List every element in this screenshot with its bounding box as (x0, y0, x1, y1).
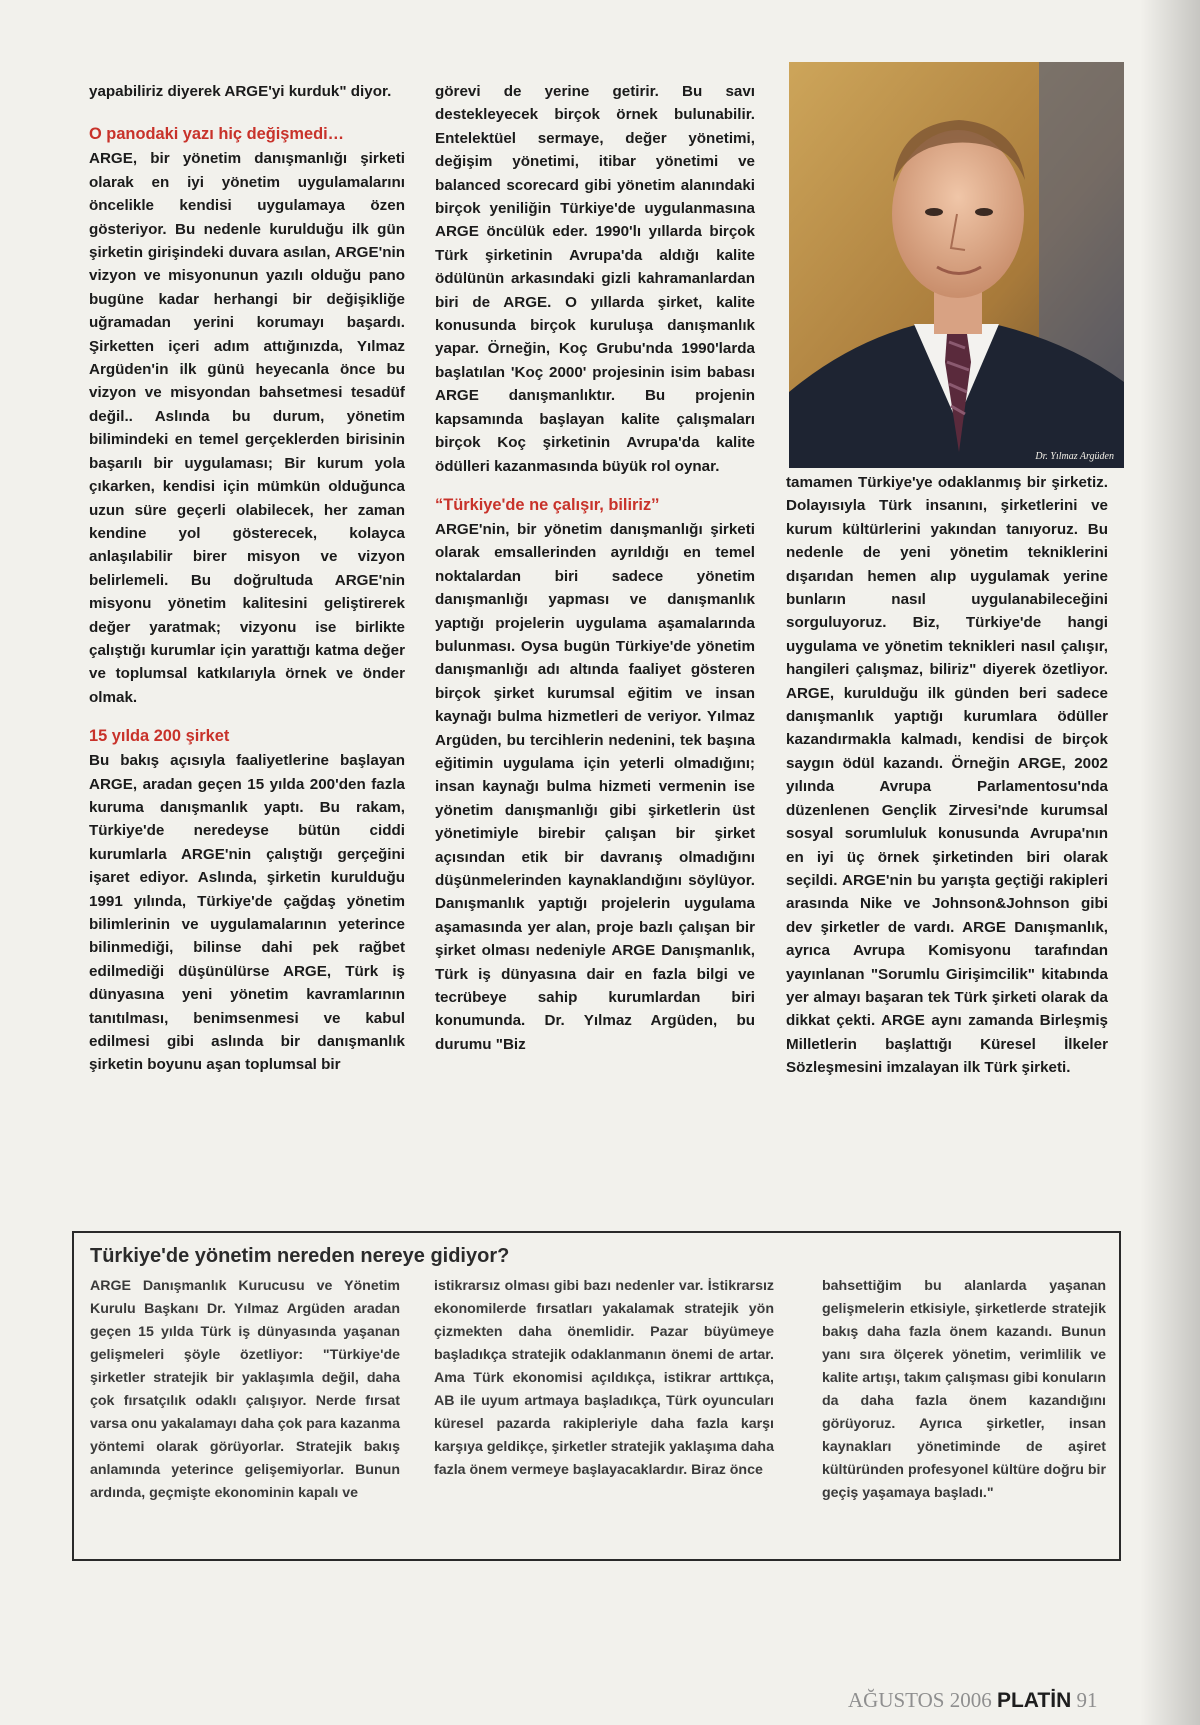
article-column-3 (786, 471, 1108, 1080)
article-column-2 (435, 80, 755, 1056)
magazine-name: PLATİN (996, 1689, 1072, 1712)
page-footer (848, 1688, 1098, 1713)
sidebar-box-column-1: ARGE Danışmanlık Kurucusu ve Yönetim Kurulu Başkanı Dr. Yılmaz Argüden aradan geçen 15 yılda Türk iş dünyasında yaşanan gelişmeleri şöyle özetliyor: "Türkiye'de şirketler stratejik bir yaklaşımla değil, daha çok fırsatçılık odaklı çalışıyor. Nerde fırsat varsa onu yakalamayı daha çok para kazanma yöntemi olarak görüyorlar. Stratejik bakış anlamında yeterince gelişemiyorlar. Bunun ardında, geçmişte ekonominin kapalı ve (90, 1278, 400, 1501)
section-heading-turkiye: “Türkiye'de ne çalışır, bilirizˮ (435, 495, 660, 514)
paragraph-pano: ARGE, bir yönetim danışmanlığı şirketi olarak en iyi yönetim uygulamalarını öncelikle kendisi uygulamaya özen gösteriyor. Bu nedenle kurulduğu ilk gün şirketin girişindeki duvara asılan, ARGE'nin vizyon ve misyonunun yazılı olduğu pano bugüne kadar herhangi bir değişikliğe uğramadan yerini korumayı başardı. Şirketten içeri adım attığınızda, Yılmaz Argüden'in ilk günü heyecanla önce bu vizyon ve misyondan bahsetmesi tesadüf değil.. Aslında bu durum, yönetim bilimindeki en temel gerçeklerden birisinin başarılı bir uygulaması; Bir kurum yola çıkarken, kendisi için mümkün olduğunca uzun süre geçerli olabilecek, her zaman kendine yol gösterecek, kolayca anlaşılabilir birer misyon ve vizyon belirlemeli. Bu doğrultuda ARGE'nin misyonu yönetim kalitesini geliştirerek değer yaratmak; vizyonu ise birlikte çalıştığı kurumlar için yarattığı katma değer ve toplumsal katkılarıyla örnek ve önder olmak. (89, 150, 405, 706)
sidebar-box-column-3: bahsettiğim bu alanlarda yaşanan gelişmelerin etkisiyle, şirketlerde stratejik bakış daha fazla önem kazandı. Bunun yanı sıra ölçerek yönetim, verimlilik ve kalite artışı, takım çalışması gibi konuların da daha fazla önem kazandığını görüyoruz. Ayrıca şirketler, insan kaynakları yönetiminde de aşiret kültüründen profesyonel kültüre doğru bir geçiş yaşamaya başladı." (822, 1278, 1106, 1501)
portrait-photo (789, 62, 1124, 468)
photo-caption: Dr. Yılmaz Argüden (1035, 451, 1114, 462)
paragraph-15-yil: Bu bakış açısıyla faaliyetlerine başlayan ARGE, aradan geçen 15 yılda 200'den fazla kuruma danışmanlık yaptı. Bu rakam, Türkiye'de neredeyse bütün ciddi kurumlarla ARGE'nin çalıştığı gerçeğini işaret ediyor. Aslında, şirketin kurulduğu 1991 yılında, Türkiye'de çağdaş yönetim bilimlerinin ve uygulamalarının yeterince bilinmediği, bilinse dahi pek rağbet edilmediği düşünülürse ARGE, Türk iş dünyasına yeni yönetim kavramlarının tanıtılması, benimsenmesi ve kabul edilmesi gibi aslında bir danışmanlık şirketin boyunu aşan toplumsal bir (89, 752, 405, 1074)
paragraph-odaklanmis: tamamen Türkiye'ye odaklanmış bir şirketiz. Dolayısıyla Türk insanını, şirketlerini ve kurum kültürlerini yakından tanıyoruz. Bu nedenle de yeni yönetim tekniklerini dışarıdan hemen alıp uygulamak yerine bunların nasıl uygulanabileceğini sorguluyoruz. Biz, Türkiye'de hangi uygulama ve yönetim teknikleri nasıl çalışır, hangileri çalışmaz, biliriz" diyerek özetliyor. ARGE, kurulduğu ilk günden beri sadece danışmanlık yaptığı kurumlara ödüller kazandırmakla kalmadı, kendisi de birçok saygın ödül kazandı. Örneğin ARGE, 2002 yılında Avrupa Parlamentosu'nda düzenlenen Gençlik Zirvesi'nde kurumsal sosyal sorumluluk konusunda Avrupa'nın en iyi üç örnek şirketinden biri olarak seçildi. ARGE'nin bu yarışta geçtiği rakipleri arasında Nike ve Johnson&Johnson gibi dev şirketler de vardı. ARGE Danışmanlık, ayrıca Avrupa Komisyonu tarafından yayınlanan "Sorumlu Girişimcilik" kitabında yer almayı başaran tek Türk şirketi olarak da dikkat çekti. ARGE aynı zamanda Birleşmiş Milletlerin başlattığı Küresel İlkeler Sözleşmesini imzalayan ilk Türk şirketi. (786, 474, 1108, 1077)
sidebar-box (72, 1231, 1121, 1561)
section-heading-pano: O panodaki yazı hiç değişmedi… (89, 125, 345, 144)
page-number: 91 (1076, 1688, 1098, 1712)
paragraph-gorev: görevi de yerine getirir. Bu savı destekleyecek birçok örnek bulunabilir. Entelektüel sermaye, değer yönetimi, değişim yönetimi, itibar yönetimi ve balanced scorecard gibi yönetim alanındaki birçok yeniliğin Türkiye'de uygulanmasına ARGE öncülük eder. 1990'lı yıllarda birçok Türk şirketinin Avrupa'da aldığı kalite ödülünün arkasındaki gizli kahramanlardan biri de ARGE. O yıllarda şirket, kalite konusunda birçok kuruluşa danışmanlık yapar. Örneğin, Koç Grubu'nda 1990'larda başlatılan 'Koç 2000' projesinin isim babası ARGE danışmanlıktır. Bu projenin kapsamında başlayan kalite çalışmaları birçok Koç şirketinin Avrupa'da kalite ödülleri kazanmasında büyük rol oynar. (435, 83, 755, 475)
portrait-illustration (789, 62, 1124, 468)
section-heading-15-yil: 15 yılda 200 şirket (89, 727, 230, 746)
page-binding-shadow (1140, 0, 1200, 1725)
paragraph-emsal: ARGE'nin, bir yönetim danışmanlığı şirketi olarak emsallerinden ayrıldığı en temel noktalardan biri sadece yönetim danışmanlığı yapması ve danışmanlık yaptığı projelerin uygulama aşamalarında bulunması. Oysa bugün Türkiye'de yönetim danışmanlığı adı altında faaliyet gösteren birçok şirket kurumsal eğitim ve insan kaynağı bulma hizmetleri de veriyor. Yılmaz Argüden, bu tercihlerin nedenini, tek başına eğitimin uygulama için yeterli olmadığını; insan kaynağı bulma hizmeti vermenin ise yönetim danışmanlığı gibi şirketlerin üst yönetimiyle birebir çalışan bir şirket açısından etik bir davranış olmadığını düşünmelerinden kaynaklandığını söylüyor. Danışmanlık yaptığı projelerin uygulama aşamasında yer alan, proje bazlı çalışan bir şirket olması nedeniyle ARGE Danışmanlık, Türk iş dünyasına dair en fazla bilgi ve tecrübeye sahip kurumlardan biri konumunda. Dr. Yılmaz Argüden, bu durumu "Biz (435, 520, 755, 1053)
sidebar-box-title: Türkiye'de yönetim nereden nereye gidiyor? (90, 1245, 510, 1267)
intro-text: yapabiliriz diyerek ARGE'yi kurduk" diyor. (89, 83, 392, 100)
issue-date: AĞUSTOS 2006 (848, 1688, 992, 1712)
article-column-1 (89, 80, 405, 1077)
sidebar-box-column-2: istikrarsız olması gibi bazı nedenler var. İstikrarsız ekonomilerde fırsatları yakalamak stratejik yön çizmekten daha önemlidir. Pazar büyümeye başladıkça stratejik odaklanmanın önemi de artar. Ama Türk ekonomisi açıldıkça, istikrar arttıkça, AB ile uyum artmaya başladıkça, Türk oyuncuları küresel pazarda rakipleriyle daha fazla karşı karşıya geldikçe, şirketler stratejik yaklaşıma daha fazla önem vermeye başlayacaklardır. Biraz önce (434, 1278, 774, 1478)
